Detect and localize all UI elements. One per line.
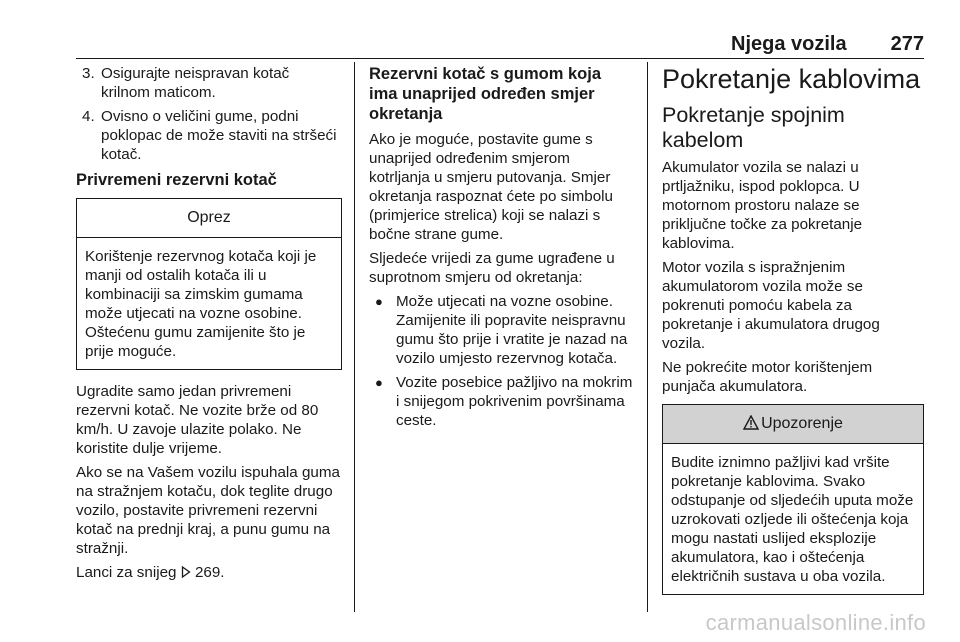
xref-page: 269. [194,564,225,581]
warning-header [663,405,923,444]
bullet-list [369,292,633,430]
cross-reference[interactable] [76,563,342,582]
column-divider-2 [647,62,648,612]
step-item [76,64,342,102]
bullet-dot: ● [375,294,383,309]
warning-text: Budite iznimno pažljivi kad vršite pokretanje kablovima. Svako odstupanje od sljedećih uputa može uzrokovati ozljede ili oštećenja koja mogu nastati uslijed eksplozije akumulatora, kao i oštećenja električnih sustava u oba vozila. [671,454,914,585]
running-header [731,28,924,56]
warning-title: Upozorenje [761,415,843,432]
subsection-title: Pokretanje spojnim kabelom [662,103,845,152]
bullet-item [369,292,633,368]
xref-text: Lanci za snijeg [76,564,177,581]
paragraph: Ne pokrećite motor korištenjem punjača akumulatora. [662,359,873,395]
chapter-title: Pokretanje kablovima [662,64,921,94]
section-heading-temporary-spare: Privremeni rezervni kotač [76,171,277,189]
section-heading-directional-tyre: Rezervni kotač s gumom koja ima unaprijed određen smjer okretanja [369,65,601,123]
column-divider-1 [354,62,355,612]
step-number: 4. [82,108,95,125]
bullet-text: Može utjecati na vozne osobine. Zamijenite ili popravite neispravnu gumu što prije i vratite je nazad na vozilo umjesto rezervnog kotača. [396,293,628,367]
step-item [76,107,342,164]
section-title: Njega vozila [731,33,847,55]
column-left [76,64,342,587]
bullet-text: Vozite posebice pažljivo na mokrim i snijegom pokrivenim površinama ceste. [396,374,633,429]
page-reference-arrow-icon [181,566,191,578]
bullet-dot: ● [375,375,383,390]
caution-text: Korištenje rezervnog kotača koji je manji od ostalih kotača ili u kombinaciji sa zimskim gumama može utjecati na vozne osobine. Oštećenu gumu zamijenite što je prije moguće. [85,248,317,360]
paragraph: Ako se na Vašem vozilu ispuhala guma na stražnjem kotaču, dok teglite drugo vozilo, postavite privremeni rezervni kotač na prednji kraj, a punu gumu na stražnji. [76,464,340,557]
paragraph: Sljedeće vrijedi za gume ugrađene u suprotnom smjeru od okretanja: [369,250,615,286]
page-number: 277 [890,33,924,55]
step-list [76,64,342,164]
caution-title: Oprez [77,199,341,238]
warning-triangle-icon [743,415,759,430]
step-text: Ovisno o veličini gume, podni poklopac de može staviti na stršeći kotač. [101,108,337,163]
paragraph: Akumulator vozila se nalazi u prtljažniku, ispod poklopca. U motornom prostoru nalaze se priključne točke za pokretanje kablovima. [662,159,863,252]
paragraph: Ako je moguće, postavite gume s unaprijed određenim smjerom kotrljanja u smjeru putovanja. Smjer okretanja raspoznat ćete po simbolu (primjerice strelica) koji se nalazi s bočne strane gume. [369,131,613,243]
paragraph: Motor vozila s ispražnjenim akumulatorom vozila može se pokrenuti pomoću kabela za pokretanje i akumulatora drugog vozila. [662,259,880,352]
step-number: 3. [82,65,95,82]
step-text: Osigurajte neispravan kotač krilnom maticom. [101,65,290,101]
warning-box [662,404,924,595]
caution-box [76,198,342,370]
paragraph: Ugradite samo jedan privremeni rezervni kotač. Ne vozite brže od 80 km/h. U zavoje ulazite polako. Ne koristite dulje vrijeme. [76,383,319,457]
header-rule [76,58,924,59]
column-middle [369,64,633,435]
watermark: carmanualsonline.info [705,610,926,635]
bullet-item [369,373,633,430]
column-right [662,64,924,607]
